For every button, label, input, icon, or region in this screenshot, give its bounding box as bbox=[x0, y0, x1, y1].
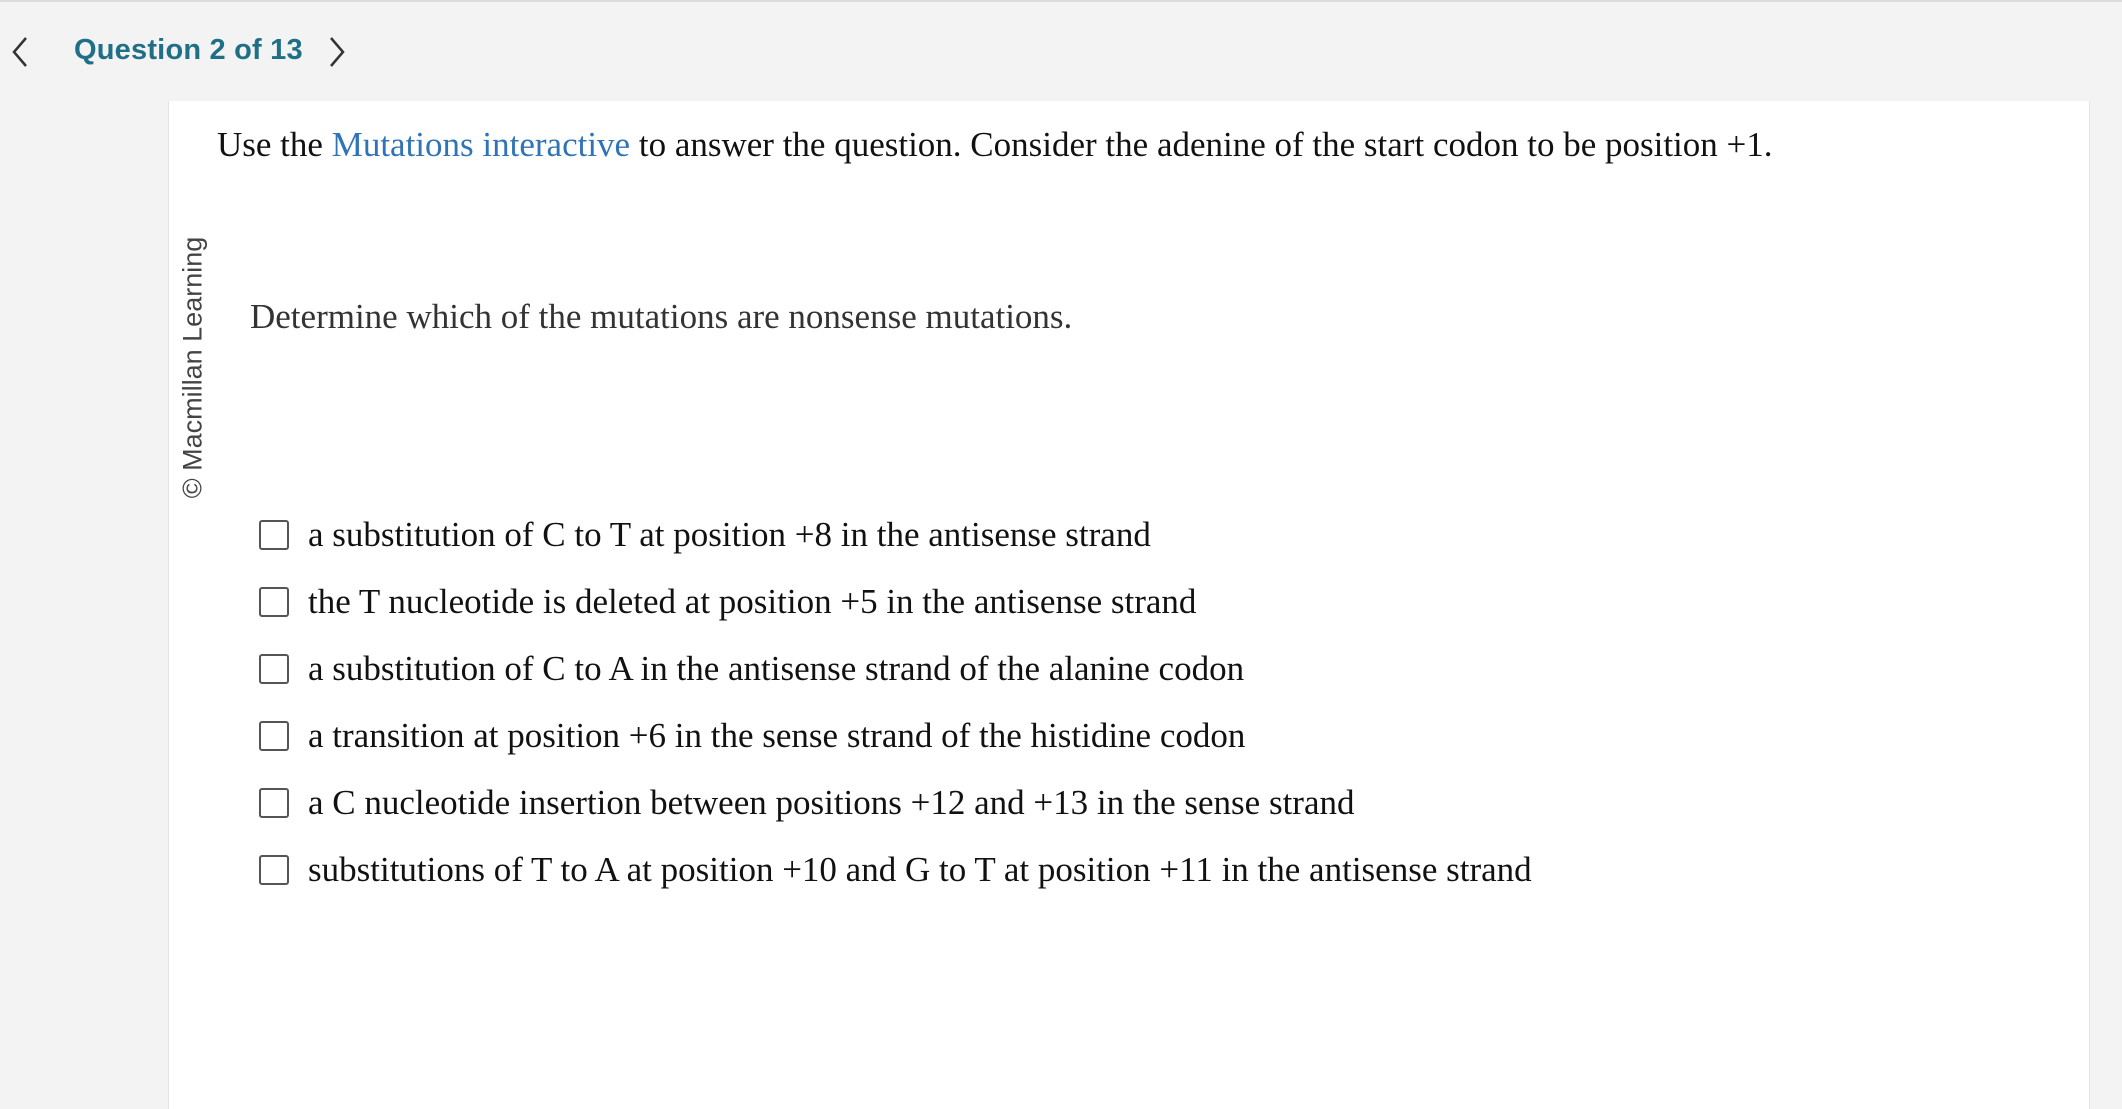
answer-checkbox[interactable] bbox=[259, 587, 289, 617]
answer-option-label: a substitution of C to A in the antisense strand of the alanine codon bbox=[308, 648, 1245, 688]
answer-option-label: the T nucleotide is deleted at position +5 in the antisense strand bbox=[308, 581, 1197, 621]
answer-checkbox[interactable] bbox=[259, 520, 289, 550]
answer-option[interactable] bbox=[259, 635, 1532, 702]
answer-checkbox[interactable] bbox=[259, 788, 289, 818]
answer-option-label: a transition at position +6 in the sense strand of the histidine codon bbox=[308, 715, 1246, 755]
answer-checkbox[interactable] bbox=[259, 654, 289, 684]
copyright-label bbox=[169, 202, 217, 532]
question-intro bbox=[217, 125, 1773, 165]
question-card bbox=[168, 101, 2090, 1109]
question-nav bbox=[0, 2, 2122, 100]
answer-option-label: a substitution of C to T at position +8 in the antisense strand bbox=[308, 514, 1151, 554]
chevron-left-icon bbox=[10, 35, 30, 69]
question-prompt: Determine which of the mutations are nonsense mutations. bbox=[250, 297, 1073, 336]
answer-option[interactable] bbox=[259, 702, 1532, 769]
copyright-text: © Macmillan Learning bbox=[177, 236, 208, 498]
answer-option[interactable] bbox=[259, 568, 1532, 635]
next-question-button[interactable] bbox=[317, 30, 357, 74]
answer-option-label: substitutions of T to A at position +10 and G to T at position +11 in the antisense strand bbox=[308, 849, 1532, 889]
answer-checkbox[interactable] bbox=[259, 721, 289, 751]
mutations-interactive-link[interactable]: Mutations interactive bbox=[331, 125, 631, 164]
question-counter[interactable]: Question 2 of 13 bbox=[74, 34, 303, 66]
previous-question-button[interactable] bbox=[0, 30, 40, 74]
answer-options bbox=[259, 501, 1532, 903]
chevron-right-icon bbox=[327, 35, 347, 69]
answer-option-label: a C nucleotide insertion between positions +12 and +13 in the sense strand bbox=[308, 782, 1355, 822]
intro-text-before: Use the bbox=[217, 125, 332, 164]
answer-option[interactable] bbox=[259, 836, 1532, 903]
answer-option[interactable] bbox=[259, 769, 1532, 836]
answer-checkbox[interactable] bbox=[259, 855, 289, 885]
answer-option[interactable] bbox=[259, 501, 1532, 568]
intro-text-after: to answer the question. Consider the adenine of the start codon to be position +1. bbox=[630, 125, 1773, 164]
